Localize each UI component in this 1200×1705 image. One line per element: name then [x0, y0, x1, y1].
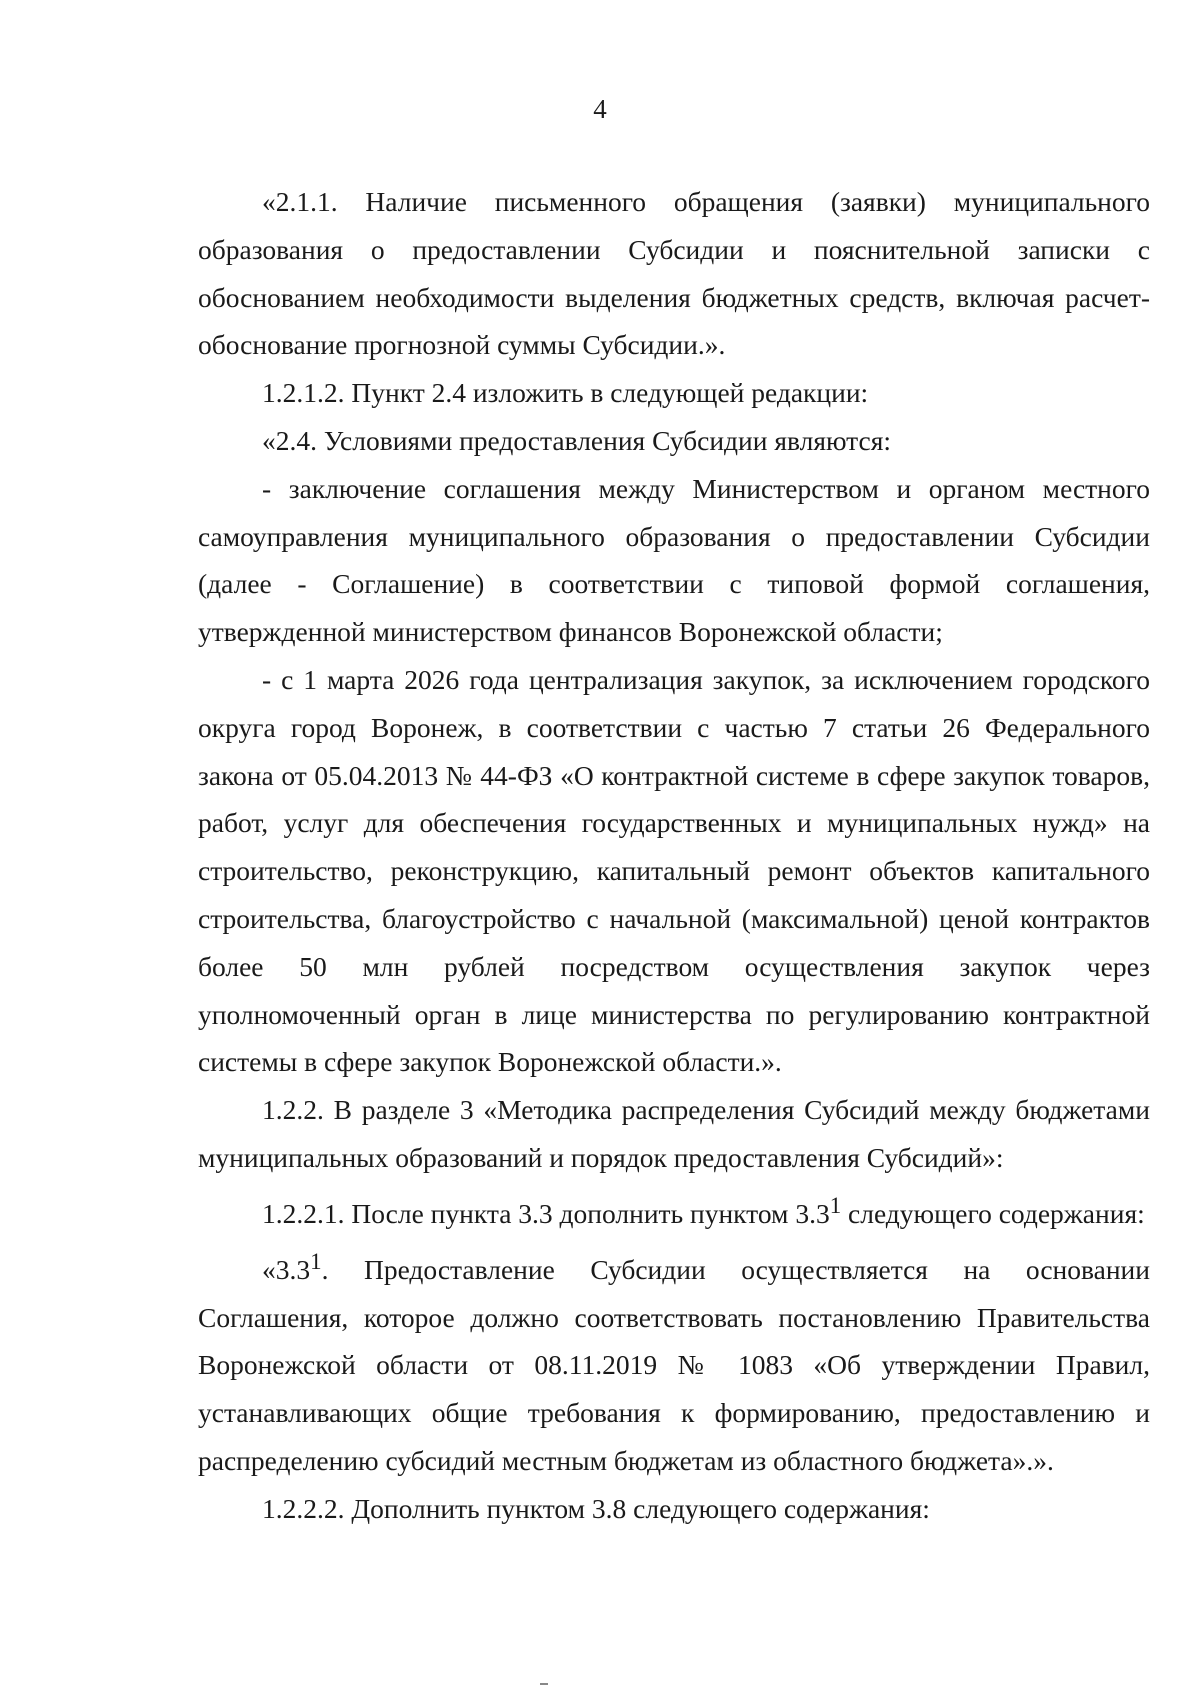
- paragraph-1-2-2: 1.2.2. В разделе 3 «Методика распределения Субсидий между бюджетами муниципальных образований и порядок предоставления Субсидий»:: [198, 1094, 1150, 1173]
- superscript-1: 1: [829, 1192, 842, 1218]
- paragraph-1-2-2-1-tail: следующего содержания:: [841, 1197, 1145, 1229]
- paragraph-3-3-1-text: . Предоставление Субсидии осуществляется на основании Соглашения, которое должно соответствовать постановлению Правительства Воронежской области от 08.11.2019 № 1083 «Об утверждении Правил, устанавливающих общие требования к формированию, предоставлению и распределению субсидий местным бюджетам из областного бюджета».».: [198, 1253, 1150, 1477]
- paragraph-1-2-2-2: 1.2.2.2. Дополнить пунктом 3.8 следующего содержания:: [262, 1492, 930, 1524]
- paragraph-1-2-1-2: 1.2.1.2. Пункт 2.4 изложить в следующей редакции:: [262, 377, 869, 409]
- paragraph-1-2-2-1: [198, 1182, 1150, 1238]
- paragraph-agreement-condition: - заключение соглашения между Министерством и органом местного самоуправления муниципального образования о предоставлении Субсидии (далее - Соглашение) в соответствии с типовой формой соглашения, утвержденной министерством финансов Воронежской области;: [198, 472, 1150, 648]
- page-number: 4: [593, 94, 607, 124]
- paragraph-2-4-heading: «2.4. Условиями предоставления Субсидии являются:: [262, 424, 892, 456]
- paragraph-2-1-1: «2.1.1. Наличие письменного обращения (заявки) муниципального образования о предоставлении Субсидии и пояснительной записки с обоснованием необходимости выделения бюджетных средств, включая расчет-обоснование прогнозной суммы Субсидии.».: [198, 186, 1150, 361]
- document-body: [198, 178, 1150, 1533]
- paragraph-1-2-2-1-text: 1.2.2.1. После пункта 3.3 дополнить пунктом 3.3: [262, 1197, 830, 1229]
- superscript-1: 1: [310, 1248, 322, 1274]
- paragraph-3-3-1-lead: «3.3: [262, 1253, 311, 1285]
- paragraph-procurement-condition: - с 1 марта 2026 года централизация закупок, за исключением городского округа город Воронеж, в соответствии с частью 7 статьи 26 Федерального закона от 05.04.2013 № 44-ФЗ «О контрактной системе в сфере закупок товаров, работ, услуг для обеспечения государственных и муниципальных нужд» на строительство, реконструкцию, капитальный ремонт объектов капитального строительства, благоустройство с начальной (максимальной) ценой контрактов более 50 млн рублей посредством осуществления закупок через уполномоченный орган в лице министерства по регулированию контрактной системы в сфере закупок Воронежской области.».: [198, 663, 1150, 1078]
- paragraph-3-3-1: [198, 1238, 1150, 1485]
- scan-mark: [540, 1683, 548, 1685]
